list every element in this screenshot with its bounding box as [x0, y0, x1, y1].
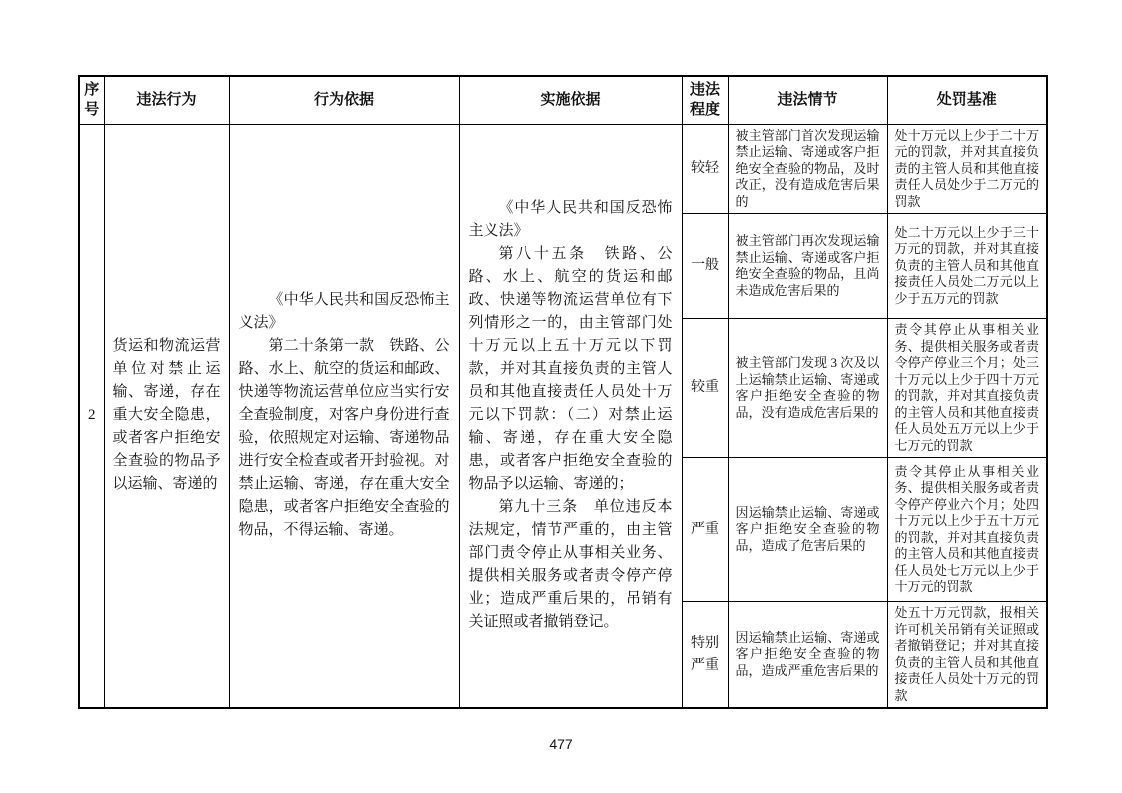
degree-cell: 一般 [682, 214, 728, 319]
circumstance-cell: 被主管部门首次发现运输禁止运输、寄递或客户拒绝安全查验的物品，及时改正，没有造成危害后果的 [728, 124, 887, 214]
implementation-basis-paragraph: 第九十三条 单位违反本法规定，情节严重的，由主管部门责令停止从事相关业务、提供相关服务或者责令停产停业；造成严重后果的，吊销有关证照或者撤销登记。 [468, 499, 673, 631]
implementation-basis-cell [459, 124, 682, 708]
header-implementation-basis: 实施依据 [459, 76, 682, 124]
degree-cell: 较轻 [682, 124, 728, 214]
header-violation-behavior: 违法行为 [104, 76, 229, 124]
table-header-row [79, 76, 1047, 124]
header-penalty-baseline: 处罚基准 [887, 76, 1047, 124]
penalty-cell: 责令其停止从事相关业务、提供相关服务或者责令停产停业六个月；处四十万元以上少于五十万元的罚款，并对其直接负责的主管人员和其他直接责任人员处七万元以上少于十万元的罚款 [887, 458, 1047, 602]
circumstance-cell: 因运输禁止运输、寄递或客户拒绝安全查验的物品，造成严重危害后果的 [728, 602, 887, 709]
penalty-cell: 处五十万元罚款，报相关许可机关吊销有关证照或者撤销登记；并对其直接负责的主管人员和其他直接责任人员处十万元的罚款 [887, 602, 1047, 709]
penalty-cell: 处十万元以上少于二十万元的罚款，并对其直接负责的主管人员和其他直接责任人员处少于二万元的罚款 [887, 124, 1047, 214]
header-behavior-basis: 行为依据 [229, 76, 459, 124]
header-index: 序号 [79, 76, 104, 124]
implementation-basis-paragraph: 《中华人民共和国反恐怖主义法》 [468, 200, 673, 240]
behavior-basis-cell [229, 124, 459, 708]
degree-cell: 严重 [682, 458, 728, 602]
penalty-table [78, 75, 1048, 709]
table-row [79, 124, 1047, 214]
circumstance-cell: 被主管部门发现 3 次及以上运输禁止运输、寄递或客户拒绝安全查验的物品，没有造成危害后果的 [728, 319, 887, 458]
circumstance-cell: 被主管部门再次发现运输禁止运输、寄递或客户拒绝安全查验的物品，且尚未造成危害后果的 [728, 214, 887, 319]
implementation-basis-paragraph: 第八十五条 铁路、公路、水上、航空的货运和邮政、快递等物流运营单位有下列情形之一的，由主管部门处十万元以上五十万元以下罚款，并对其直接负责的主管人员和其他直接责任人员处十万元以下罚款：（二）对禁止运输、寄递，存在重大安全隐患，或者客户拒绝安全查验的物品予以运输、寄递的； [468, 246, 673, 493]
header-violation-circumstance: 违法情节 [728, 76, 887, 124]
row-index-cell: 2 [79, 124, 104, 708]
degree-cell: 特别严重 [682, 602, 728, 709]
circumstance-cell: 因运输禁止运输、寄递或客户拒绝安全查验的物品，造成了危害后果的 [728, 458, 887, 602]
degree-cell: 较重 [682, 319, 728, 458]
behavior-basis-paragraph: 《中华人民共和国反恐怖主义法》 [238, 292, 450, 332]
violation-behavior-cell: 货运和物流运营单位对禁止运输、寄递，存在重大安全隐患，或者客户拒绝安全查验的物品予以运输、寄递的 [104, 124, 229, 708]
behavior-basis-paragraph: 第二十条第一款 铁路、公路、水上、航空的货运和邮政、快递等物流运营单位应当实行安全查验制度，对客户身份进行查验，依照规定对运输、寄递物品进行安全检查或者开封验视。对禁止运输、寄递，存在重大安全隐患，或者客户拒绝安全查验的物品，不得运输、寄递。 [238, 338, 450, 539]
page-number: 477 [549, 736, 573, 752]
header-violation-degree: 违法程度 [682, 76, 728, 124]
penalty-cell: 责令其停止从事相关业务、提供相关服务或者责令停产停业三个月；处三十万元以上少于四十万元的罚款，并对其直接负责的主管人员和其他直接责任人员处五万元以上少于七万元的罚款 [887, 319, 1047, 458]
penalty-cell: 处二十万元以上少于三十万元的罚款，并对其直接负责的主管人员和其他直接责任人员处二万元以上少于五万元的罚款 [887, 214, 1047, 319]
